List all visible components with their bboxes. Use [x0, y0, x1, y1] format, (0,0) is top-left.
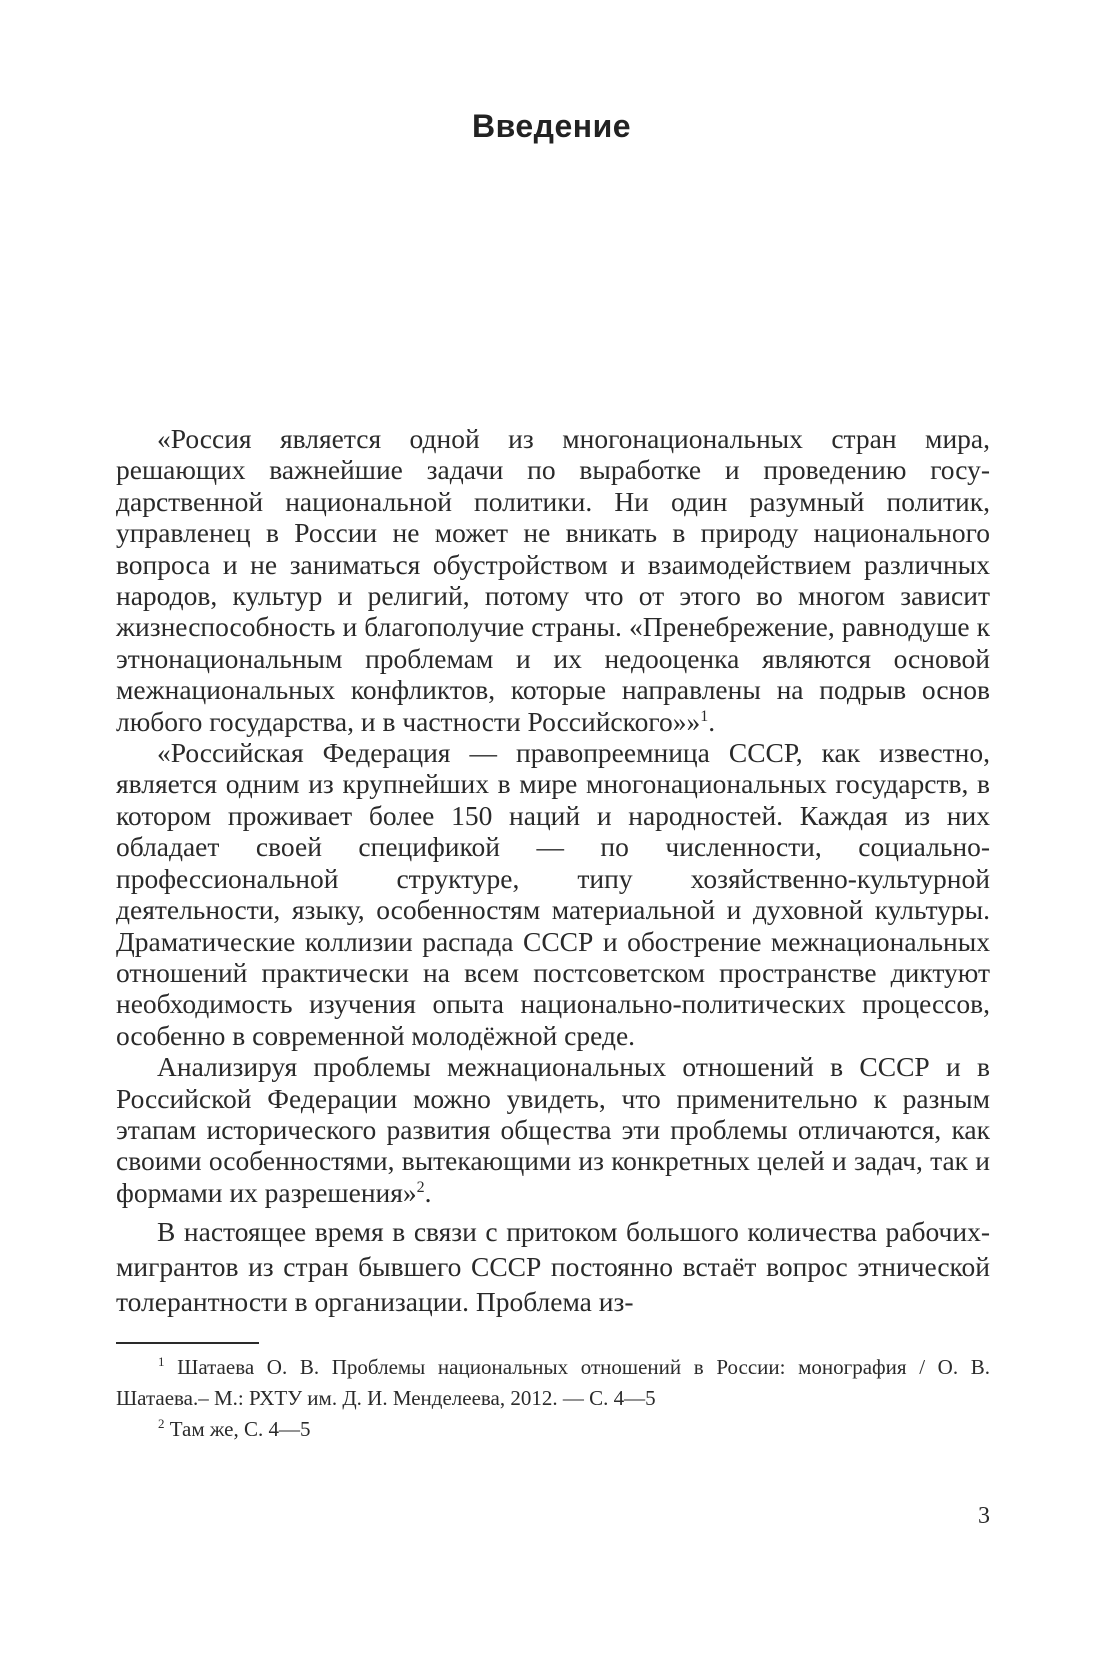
footnote-separator — [116, 1342, 259, 1344]
footnote-1-text: Шатаева О. В. Проблемы национальных отношений в России: монография / О. В. Шатаева.– М.: РХТУ им. Д. И. Менделеева, 2012. — С. 4—5 — [116, 1355, 991, 1410]
footnote-1 — [116, 1352, 990, 1414]
paragraph-1-end: . — [708, 705, 716, 737]
footnote-2-number: 2 — [158, 1416, 165, 1431]
paragraph-3 — [116, 1051, 990, 1208]
footnote-2 — [116, 1414, 990, 1445]
paragraph-3-end: . — [424, 1176, 432, 1208]
paragraph-2-text: «Российская Федерация — правопреемница СССР, как известно, является одним из крупнейших в мире многонациональных государств, в котором проживает более 150 наций и народностей. Каждая из них обладает своей спецификой — по численности, социально-профессиональной структуре, типу хозяйственно-культурной деятельности, языку, особенностям материальной и духовной культуры. Драматические коллизии распада СССР и обострение межнациональных отношений практически на всем постсоветском пространстве диктуют необходимость изучения опыта национально-политических процессов, особенно в современной молодёжной среде. — [116, 737, 990, 1051]
paragraph-3-text: Анализируя проблемы межнациональных отношений в СССР и в Российской Федерации можно увидеть, что применительно к разным этапам исторического развития общества эти проблемы — [116, 1051, 990, 1145]
footnote-2-text: Там же, С. 4—5 — [169, 1417, 311, 1441]
body-text — [116, 423, 990, 1319]
paragraph-1 — [116, 423, 990, 737]
paragraph-4 — [116, 1214, 990, 1319]
footnote-ref-2: 2 — [416, 1178, 425, 1196]
footnote-1-number: 1 — [158, 1354, 165, 1369]
page-number: 3 — [978, 1503, 990, 1529]
paragraph-1-text: «Россия является одной из многонациональных стран мира, решающих важнейшие задачи по выработке и проведению государственной национальной политики. Ни один разумный политик, управленец в России не может не вникать в природу национального вопроса и не заниматься обустройством и взаимодействием различных народов, культур и религий, потому что от этого во многом зависит жизнеспособность и благополучие страны. «Пренебрежение, равнодуше к этнонациональным проблемам и их недооценка являются основой межнациональных конфликтов, которые направлены на подрыв основ любого государства, и в частности Российского»» — [116, 423, 990, 737]
paragraph-2 — [116, 737, 990, 1051]
paragraph-4-text: В настоящее время в связи с притоком большого количества рабочих-мигрантов из стран бывшего СССР постоянно встаёт вопрос этнической толерантности в организации. Проблема из- — [116, 1216, 990, 1318]
footnote-ref-1: 1 — [700, 707, 709, 725]
page-title: Введение — [471, 108, 632, 144]
paragraph-3-text-tail: отличаются, как своими особенностями, вытекающими из конкретных целей и задач, так и формами их разрешения» — [116, 1113, 990, 1208]
footnotes — [116, 1352, 990, 1445]
